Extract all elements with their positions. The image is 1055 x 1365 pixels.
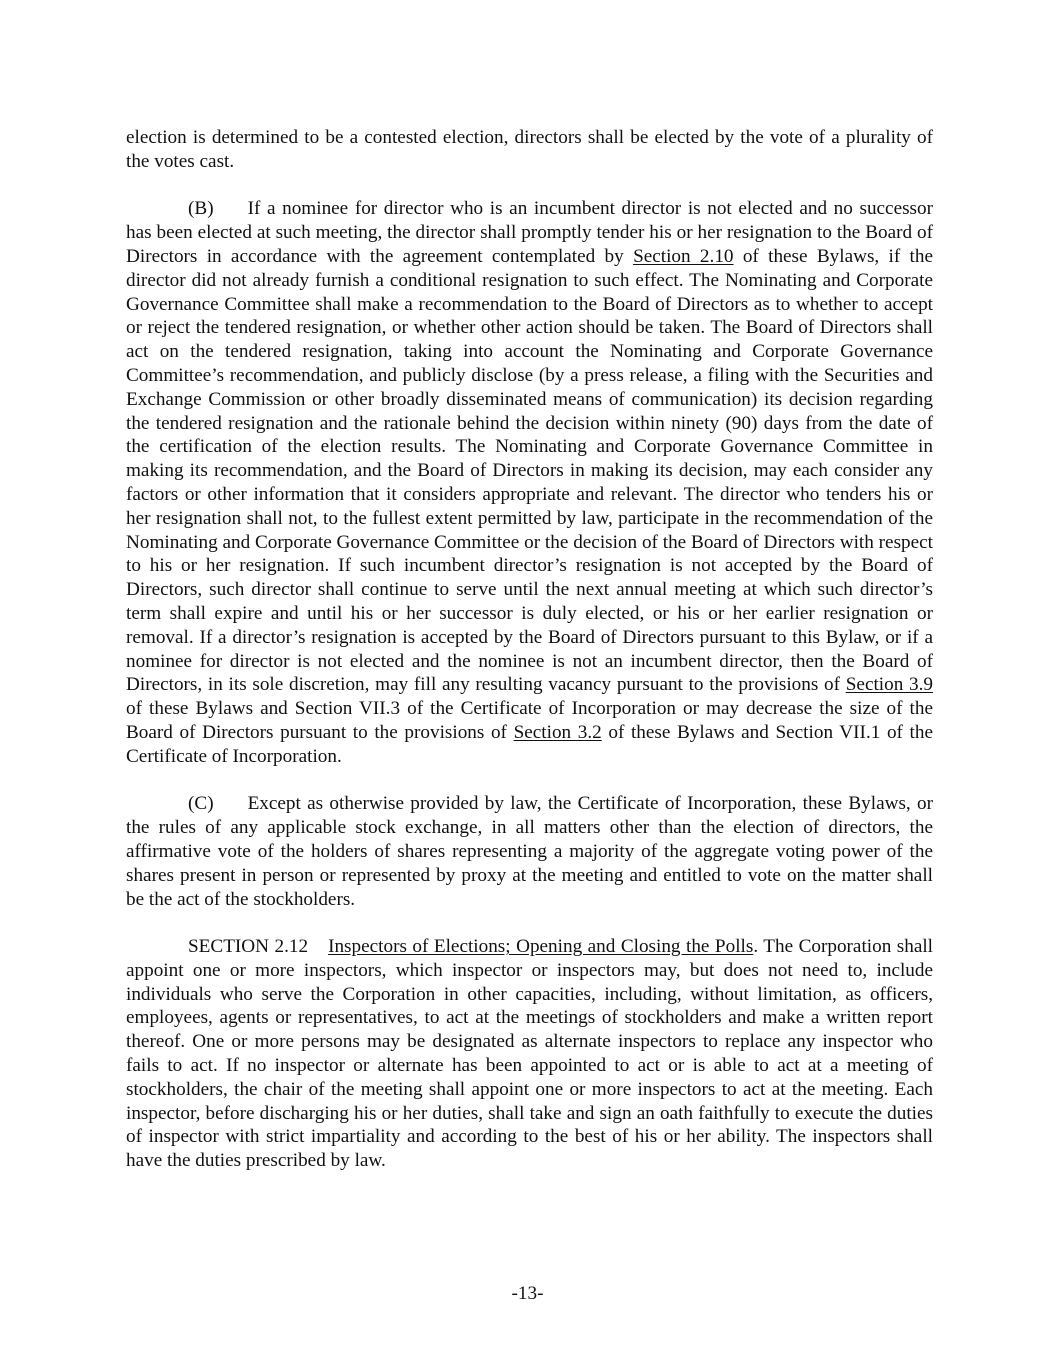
paragraph-b-text-1: If a nominee for director who is an incumbent director is not elected and no successor has been elected at such meeting, the director shall promptly tender his or her resignation to the Board of Directors in accordance with the agreement contemplated by [126,198,933,267]
section-2-12-number: SECTION 2.12 [188,936,309,958]
paragraph-b-text-3: of these Bylaws and Section VII.3 of the Certificate of Incorporation or may decrease the size of the Board of Directors pursuant to the provisions of [126,698,933,743]
paragraph-a-continuation [126,126,933,174]
paragraph-c [126,792,933,911]
section-3-9-reference: Section 3.9 [845,674,933,696]
paragraph-b [126,197,933,768]
paragraph-c-text: Except as otherwise provided by law, the Certificate of Incorporation, these Bylaws, or the rules of any applicable stock exchange, in all matters other than the election of directors, the affirmative vote of the holders of shares representing a majority of the aggregate voting power of the shares present in person or represented by proxy at the meeting and entitled to vote on the matter shall be the act of the stockholders. [126,793,933,910]
document-page [126,126,933,1197]
section-3-2-reference: Section 3.2 [513,721,602,743]
paragraph-b-marker: (B) [188,198,214,220]
page-number: -13- [511,1283,544,1304]
section-2-10-reference: Section 2.10 [633,245,734,267]
section-2-12-heading: Inspectors of Elections; Opening and Closing the Polls [328,936,754,958]
paragraph-b-text-4: of these Bylaws and Section VII.1 of the Certificate of Incorporation. [126,721,933,767]
section-2-12-text: . The Corporation shall appoint one or more inspectors, which inspector or inspectors may, but does not need to, include individuals who serve the Corporation in other capacities, including, without limitation, as officers, employees, agents or representatives, to act at the meetings of stockholders and make a written report thereof. One or more persons may be designated as alternate inspectors to replace any inspector who fails to act. If no inspector or alternate has been appointed to act or is able to act at a meeting of stockholders, the chair of the meeting shall appoint one or more inspectors to act at the meeting. Each inspector, before discharging his or her duties, shall take and sign an oath faithfully to execute the duties of inspector with strict impartiality and according to the best of his or her ability. The inspectors shall have the duties prescribed by law. [126,936,934,1172]
paragraph-a-text: election is determined to be a contested election, directors shall be elected by the vote of a plurality of the votes cast. [126,127,933,172]
paragraph-c-marker: (C) [188,793,214,815]
paragraph-b-text-2: of these Bylaws, if the director did not already furnish a conditional resignation to such effect. The Nominating and Corporate Governance Committee shall make a recommendation to the Board of Directors as to whether to accept or reject the tendered resignation, or whether other action should be taken. The Board of Directors shall act on the tendered resignation, taking into account the Nominating and Corporate Governance Committee’s recommendation, and publicly disclose (by a press release, a filing with the Securities and Exchange Commission or other broadly disseminated means of communication) its decision regarding the tendered resignation and the rationale behind the decision within ninety (90) days from the date of the certification of the election results. The Nominating and Corporate Governance Committee in making its recommendation, and the Board of Directors in making its decision, may each consider any factors or other information that it considers appropriate and relevant. The director who tenders his or her resignation shall not, to the fullest extent permitted by law, participate in the recommendation of the Nominating and Corporate Governance Committee or the decision of the Board of Directors with respect to his or her resignation. If such incumbent director’s resignation is not accepted by the Board of Directors, such director shall continue to serve until the next annual meeting at which such director’s term shall expire and until his or her successor is duly elected, or his or her earlier resignation or removal. If a director’s resignation is accepted by the Board of Directors pursuant to this Bylaw, or if a nominee for director is not elected and the nominee is not an incumbent director, then the Board of Directors, in its sole discretion, may fill any resulting vacancy pursuant to the provisions of [126,245,933,696]
section-2-12 [126,935,933,1173]
